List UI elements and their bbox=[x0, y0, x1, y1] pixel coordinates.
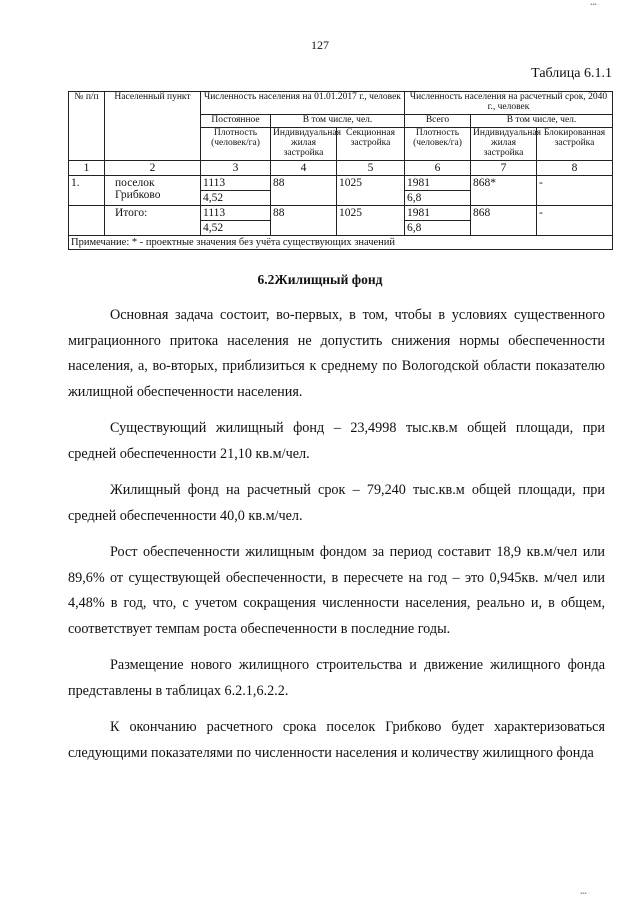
paragraph: Жилищный фонд на расчетный срок – 79,240 тыс.кв.м общей площади, при средней обеспеченности 40,0 кв.м/чел. bbox=[68, 482, 605, 524]
col-number: 7 bbox=[471, 160, 537, 175]
col-number: 6 bbox=[405, 160, 471, 175]
scan-mark: ▪▪▪ · bbox=[590, 2, 600, 8]
header-blocked-2040: Блокированная застройка bbox=[537, 127, 613, 160]
row-permanent: 1113 bbox=[201, 206, 271, 221]
row-individual-2017: 88 bbox=[271, 175, 337, 205]
row-num: 1. bbox=[69, 175, 105, 205]
paragraph: Размещение нового жилищного строительства и движение жилищного фонда представлены в таблицах 6.2.1,6.2.2. bbox=[68, 657, 605, 699]
row-density-2017: 4,52 bbox=[201, 190, 271, 205]
row-blocked-2040: - bbox=[537, 175, 613, 205]
col-number: 2 bbox=[105, 160, 201, 175]
row-individual-2040: 868* bbox=[471, 175, 537, 205]
header-permanent: Постоянное bbox=[201, 114, 271, 127]
row-density-2040: 6,8 bbox=[405, 190, 471, 205]
row-density-2017: 4,52 bbox=[201, 221, 271, 236]
row-sectional-2017: 1025 bbox=[337, 206, 405, 236]
row-name: поселок Грибково bbox=[105, 175, 201, 205]
header-group-2040: Численность населения на расчетный срок, 2040 г., человек bbox=[405, 92, 613, 115]
row-individual-2040: 868 bbox=[471, 206, 537, 236]
paragraph: Рост обеспеченности жилищным фондом за период составит 18,9 кв.м/чел или 89,6% от существующей обеспеченности, в пересчете на год – это 0,945кв. м/чел или 4,48% в год, что, с учетом сокращения численности населения, реально и, в общем, соответствует темпам роста обеспеченности в последние годы. bbox=[68, 544, 605, 637]
row-permanent: 1113 bbox=[201, 175, 271, 190]
table-row bbox=[69, 206, 613, 221]
header-sectional-2017: Секционная застройка bbox=[337, 127, 405, 160]
row-density-2040: 6,8 bbox=[405, 221, 471, 236]
row-total-2040: 1981 bbox=[405, 206, 471, 221]
col-number: 4 bbox=[271, 160, 337, 175]
section-heading: 6.2Жилищный фонд bbox=[257, 272, 383, 287]
header-settlement: Населенный пункт bbox=[105, 92, 201, 161]
scan-mark: ▪▪▪ · bbox=[580, 891, 590, 897]
header-incl-2040: В том числе, чел. bbox=[471, 114, 613, 127]
header-incl-2017: В том числе, чел. bbox=[271, 114, 405, 127]
table-note: Примечание: * - проектные значения без учёта существующих значений bbox=[69, 236, 613, 250]
header-group-2017: Численность населения на 01.01.2017 г., человек bbox=[201, 92, 405, 115]
row-sectional-2017: 1025 bbox=[337, 175, 405, 205]
header-total: Всего bbox=[405, 114, 471, 127]
header-num: № п/п bbox=[69, 92, 105, 161]
header-individual-2017: Индивидуальная жилая застройка bbox=[271, 127, 337, 160]
col-number: 8 bbox=[537, 160, 613, 175]
row-blocked-2040: - bbox=[537, 206, 613, 236]
row-name: Итого: bbox=[105, 206, 201, 236]
col-number: 3 bbox=[201, 160, 271, 175]
paragraph: К окончанию расчетного срока поселок Грибково будет характеризоваться следующими показателями по численности населения и количеству жилищного фонда bbox=[68, 719, 605, 761]
row-individual-2017: 88 bbox=[271, 206, 337, 236]
paragraph: Основная задача состоит, во-первых, в том, чтобы в условиях существенного миграционного притока населения не допустить снижения нормы обеспеченности населения, а, во-вторых, приблизиться к среднему по Вологодской области показателю жилищной обеспеченности населения. bbox=[68, 307, 605, 400]
row-num bbox=[69, 206, 105, 236]
body-text bbox=[68, 303, 605, 777]
header-density-2040: Плотность (человек/га) bbox=[405, 127, 471, 160]
col-number: 5 bbox=[337, 160, 405, 175]
row-total-2040: 1981 bbox=[405, 175, 471, 190]
header-individual-2040: Индивидуальная жилая застройка bbox=[471, 127, 537, 160]
table-caption: Таблица 6.1.1 bbox=[531, 66, 612, 81]
population-table bbox=[68, 91, 613, 250]
paragraph: Существующий жилищный фонд – 23,4998 тыс.кв.м общей площади, при средней обеспеченности 21,10 кв.м/чел. bbox=[68, 420, 605, 462]
table-row bbox=[69, 175, 613, 190]
col-number: 1 bbox=[69, 160, 105, 175]
page-number: 127 bbox=[311, 38, 329, 52]
header-density-2017: Плотность (человек/га) bbox=[201, 127, 271, 160]
